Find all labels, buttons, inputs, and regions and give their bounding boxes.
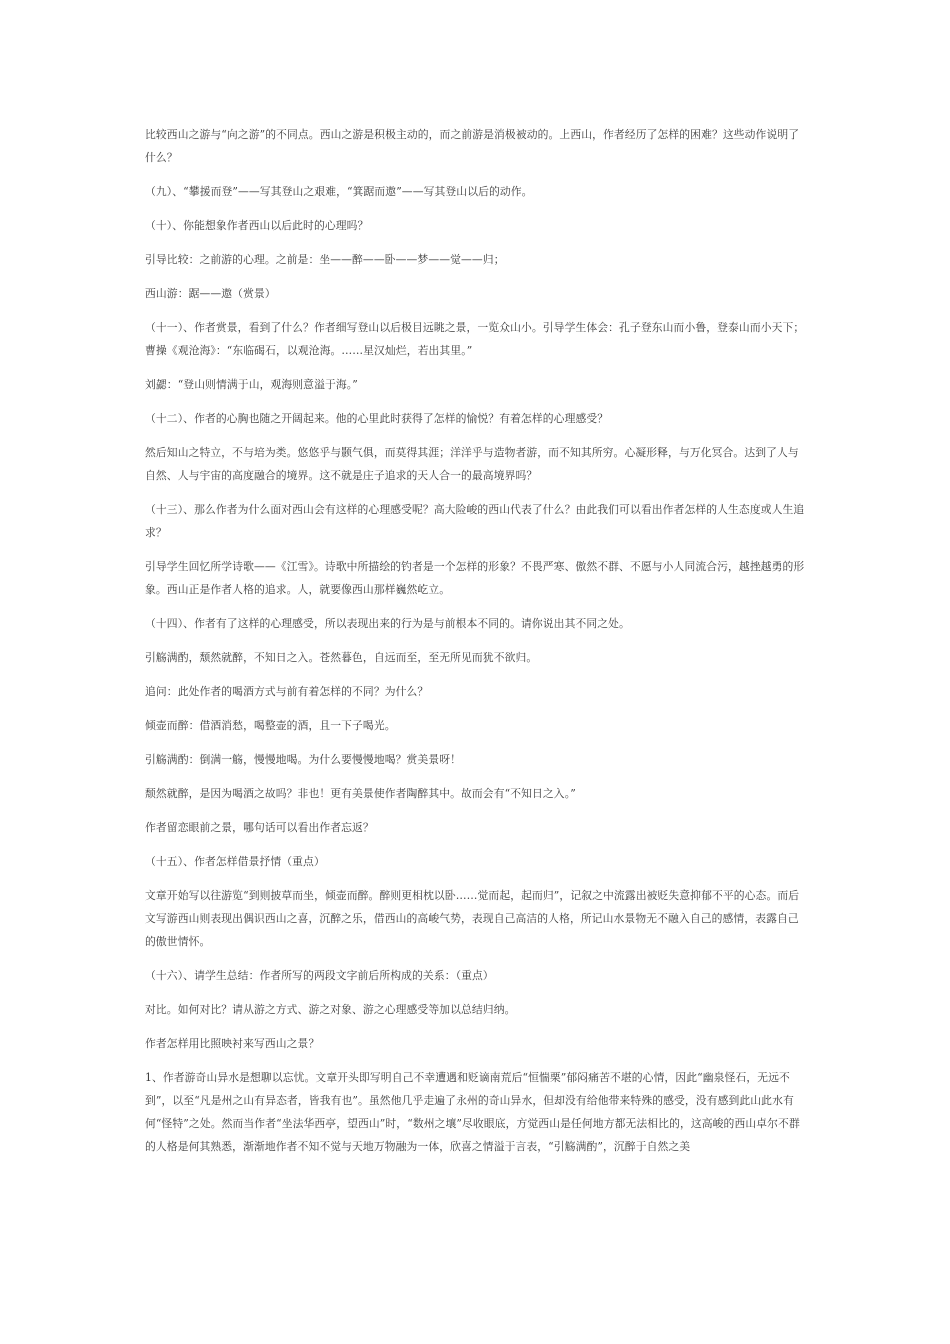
paragraph-q14: （十四）、作者有了这样的心理感受，所以表现出来的行为是与前根本不同的。请你说出其不同之处。 — [145, 617, 630, 630]
paragraph-q9: （九）、“攀援而登”——写其登山之艰难，“箕踞而遨”——写其登山以后的动作。 — [145, 185, 533, 198]
paragraph-guide-compare: 引导比较：之前游的心理。之前是：坐——醉——卧——梦——觉——归； — [145, 253, 505, 266]
paragraph-q12: （十二）、作者的心胸也随之开阔起来。他的心里此时获得了怎样的愉悦？有着怎样的心理感受？ — [145, 412, 609, 425]
paragraph-mountain-unique: 然后知山之特立，不与培为类。悠悠乎与颢气俱，而莫得其涯；洋洋乎与造物者游，而不知其所穷。心凝形释，与万化冥合。达到了人与自然、人与宇宙的高度融合的境界。这不就是庄子追求的天人合一的最高境界吗？ — [145, 446, 799, 482]
paragraph-contrast: 对比。如何对比？请从游之方式、游之对象、游之心理感受等加以总结归纳。 — [145, 1003, 516, 1016]
paragraph-drunk-reason: 颓然就醉，是因为喝酒之故吗？非也！更有美景使作者陶醉其中。故而会有“不知日之入。” — [145, 787, 576, 800]
paragraph-pour-pot: 倾壶而醉：借酒消愁，喝整壶的酒，且一下子喝光。 — [145, 719, 396, 732]
paragraph-q11: （十一）、作者赏景，看到了什么？作者细写登山以后极目远眺之景，一览众山小。引导学生体会：孔子登东山而小鲁，登泰山而小天下；曹操《观沧海》：“东临碣石，以观沧海。……星汉灿烂，若出其里。” — [145, 321, 805, 357]
paragraph-jiangxue: 引导学生回忆所学诗歌——《江雪》。诗歌中所描绘的钓者是一个怎样的形象？不畏严寒、傲然不群、不愿与小人同流合污，越挫越勇的形象。西山正是作者人格的追求。人，就要像西山那样巍然屹立。 — [145, 560, 805, 596]
paragraph-fill-cup: 引觞满酌：倒满一觞，慢慢地喝。为什么要慢慢地喝？赏美景呀！ — [145, 753, 462, 766]
paragraph-linger: 作者留恋眼前之景，哪句话可以看出作者忘返？ — [145, 821, 374, 834]
paragraph-contrast-question: 作者怎样用比照映衬来写西山之景？ — [145, 1037, 320, 1050]
paragraph-liuxie-quote: 刘勰：“登山则情满于山，观海则意溢于海。” — [145, 378, 358, 391]
paragraph-xishan-trip: 西山游：踞——遨（赏景） — [145, 287, 276, 300]
paragraph-q13: （十三）、那么作者为什么面对西山会有这样的心理感受呢？高大险峻的西山代表了什么？由此我们可以看出作者怎样的人生态度或人生追求？ — [145, 503, 805, 539]
paragraph-q15: （十五）、作者怎样借景抒情（重点） — [145, 855, 325, 868]
paragraph-scene-emotion: 文章开始写以往游览“到则披草而坐，倾壶而醉。醉则更相枕以卧……觉而起，起而归”，记叙之中流露出被贬失意抑郁不平的心态。而后文写游西山则表现出偶识西山之喜，沉醉之乐，借西山的高峻气势，表现自己高洁的人格，所记山水景物无不融入自己的感情，表露自己的傲世情怀。 — [145, 889, 800, 948]
paragraph-q10: （十）、你能想象作者西山以后此时的心理吗？ — [145, 219, 369, 232]
paragraph-q16: （十六）、请学生总结：作者所写的两段文字前后所构成的关系：（重点） — [145, 969, 494, 982]
paragraph-follow-up: 追问：此处作者的喝酒方式与前有着怎样的不同？为什么？ — [145, 685, 429, 698]
paragraph-point-1: 1、作者游奇山异水是想聊以忘忧。文章开头即写明自己不幸遭遇和贬谪南荒后“恒惴栗”郁闷痛苦不堪的心情，因此“幽泉怪石，无远不到”，以至“凡是州之山有异态者，皆我有也”。虽然他几乎走遍了永州的奇山异水，但却没有给他带来特殊的感受，没有感到此山此水有何“怪特”之处。然而当作者“坐法华西亭，望西山”时，“数州之壤”尽收眼底，方觉西山是任何地方都无法相比的，这高峻的西山卓尔不群的人格是何其熟悉，渐渐地作者不知不觉与天地万物融为一体，欣喜之情溢于言表，“引觞满酌”，沉醉于自然之美 — [145, 1071, 800, 1153]
paragraph-compare-trips: 比较西山之游与“向之游”的不同点。西山之游是积极主动的，而之前游是消极被动的。上西山，作者经历了怎样的困难？这些动作说明了什么？ — [145, 128, 800, 164]
document-body — [145, 123, 807, 1169]
paragraph-drinking-quote: 引觞满酌，颓然就醉，不知日之入。苍然暮色，自远而至，至无所见而犹不欲归。 — [145, 651, 538, 664]
